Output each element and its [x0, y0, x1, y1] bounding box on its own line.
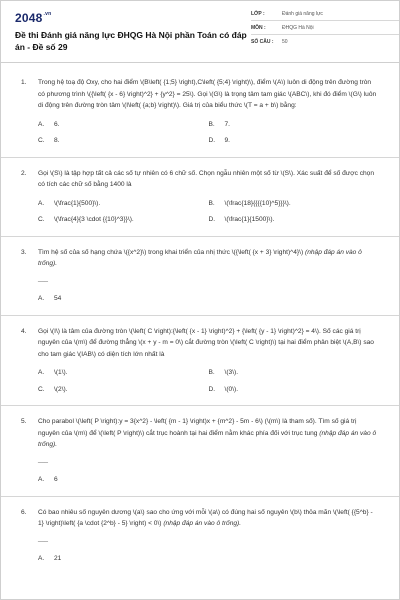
question-6	[21, 507, 379, 565]
option-letter: D.	[208, 385, 216, 393]
exam-header	[1, 1, 399, 63]
option-a[interactable]	[38, 119, 209, 131]
answer-value: 21	[54, 555, 62, 562]
answer-input-line[interactable]: ___	[38, 275, 49, 282]
option-letter: B.	[208, 199, 215, 207]
option-letter: C.	[38, 137, 45, 144]
question-number: 4.	[21, 327, 27, 335]
option-b[interactable]	[209, 198, 380, 210]
option-text: \(\frac{4}{3 \cdot {{10}^3}}\).	[54, 216, 134, 223]
answer-note: (nhập đáp án vào ô trống).	[38, 248, 362, 267]
option-text: \(2\).	[54, 385, 68, 393]
divider	[1, 157, 399, 158]
meta-value: Đánh giá năng lực	[282, 10, 323, 17]
meta-row-count	[251, 35, 399, 48]
answer-block	[38, 534, 379, 565]
option-letter: A.	[38, 555, 45, 562]
meta-value: ĐHQG Hà Nội	[282, 24, 314, 31]
meta-row-class	[251, 7, 399, 21]
options	[38, 198, 379, 226]
option-text: 9.	[224, 137, 230, 144]
divider	[1, 405, 399, 406]
answer-a	[38, 293, 379, 305]
option-letter: B.	[208, 369, 215, 376]
option-d[interactable]	[209, 135, 380, 147]
header-left	[15, 11, 251, 62]
option-letter: D.	[208, 216, 216, 223]
question-text: Trong hệ toạ độ Oxy, cho hai điểm \(B\left( {1;5} \right),C\left( {5;4} \right)\), điểm \(A\) luôn di động trên đường tròn có phương trình \({\left( {x - 6} \right)^2} + {y^2} = 25\). Gọi \(G\) là trọng tâm tam giác \(ABC\), khi đó điểm \(G\) luôn di động trên đường tròn tâm \(I\left( {a;b} \right)\). Giá trị của biểu thức \(T = a + b\) bằng:	[38, 79, 377, 109]
site-logo[interactable]	[15, 11, 251, 25]
question-5	[21, 416, 379, 486]
option-text: 6.	[54, 120, 60, 128]
option-text: 7.	[224, 120, 230, 128]
question-1	[21, 77, 379, 147]
option-letter: A.	[38, 295, 45, 302]
meta-label: LỚP :	[251, 10, 265, 17]
answer-input-line[interactable]: ___	[38, 456, 49, 463]
answer-a	[38, 553, 379, 565]
question-text: Gọi \(I\) là tâm của đường tròn \(\left( C \right):{\left( {x - 1} \right)^2} + {\left( {y - 1} \right)^2} = 4\). Số các giá trị nguyên của \(m\) để đường thẳng \(x + y - m = 0\) cắt đường tròn \(\left( C \right)\) tại hai điểm phân biệt \(A,B\) sao cho tam giác \(IAB\) có diện tích lớn nhất là	[38, 327, 374, 358]
option-text: \(\frac{18}{{{{10}^5}}}\).	[224, 199, 291, 207]
answer-note: (nhập đáp án vào ô trống).	[38, 429, 377, 448]
option-b[interactable]	[209, 119, 380, 131]
answer-a	[38, 474, 379, 486]
logo-text: 2048	[15, 11, 43, 25]
question-text: Cho parabol \(\left( P \right):y = 3{x^2} - \left( {m - 1} \right)x + {m^2} - 5m - 6\) (\(m\) là tham số). Tìm số giá trị nguyên của \(m\) để \(\left( P \right)\) cắt trục hoành tại hai điểm nằm khác phía đối với trục tung	[38, 418, 357, 437]
option-d[interactable]	[209, 384, 380, 396]
option-letter: A.	[38, 199, 45, 207]
question-number: 3.	[21, 248, 27, 256]
question-text: Có bao nhiêu số nguyên dương \(a\) sao cho ứng với mỗi \(a\) có đúng hai số nguyên \(b\) thỏa mãn \(\left( {{5^b} - 1} \right)\left( {a \cdot {2^b} - 5} \right) < 0\)	[38, 508, 373, 527]
question-text: Gọi \(S\) là tập hợp tất cả các số tự nhiên có 6 chữ số. Chọn ngẫu nhiên một số từ \(S\). Xác suất để số được chọn có tích các chữ số bằng 1400 là	[38, 169, 375, 188]
option-letter: B.	[208, 120, 215, 128]
question-number: 5.	[21, 418, 27, 425]
option-text: \(0\).	[224, 385, 239, 393]
option-a[interactable]	[38, 367, 209, 379]
logo-suffix: .vn	[43, 11, 52, 17]
option-b[interactable]	[209, 367, 380, 379]
option-letter: C.	[38, 216, 45, 223]
option-letter: A.	[38, 369, 45, 376]
meta-label: MÔN :	[251, 24, 266, 31]
answer-input-line[interactable]: ___	[38, 535, 49, 542]
divider	[1, 496, 399, 497]
options	[38, 367, 379, 395]
question-number: 6.	[21, 508, 27, 516]
meta-value: 50	[282, 38, 288, 45]
question-number: 1.	[21, 79, 27, 86]
answer-value: 54	[54, 295, 62, 302]
meta-label: SỐ CÂU :	[251, 38, 274, 45]
answer-value: 6	[54, 476, 58, 483]
options	[38, 119, 379, 147]
option-c[interactable]	[38, 384, 209, 396]
question-list	[1, 63, 399, 565]
option-text: \(\frac{1}{500}\).	[54, 199, 101, 207]
divider	[1, 315, 399, 316]
option-text: \(3\).	[224, 369, 239, 376]
question-number: 2.	[21, 169, 27, 177]
option-a[interactable]	[38, 198, 209, 210]
answer-block	[38, 455, 379, 486]
answer-block	[38, 274, 379, 305]
option-letter: A.	[38, 120, 45, 128]
option-text: \(\frac{1}{1500}\).	[224, 216, 275, 223]
option-c[interactable]	[38, 135, 209, 147]
option-d[interactable]	[209, 214, 380, 226]
option-letter: A.	[38, 476, 45, 483]
question-3	[21, 247, 379, 305]
exam-title: Đề thi Đánh giá năng lực ĐHQG Hà Nội phần Toán có đáp án - Đề số 29	[15, 30, 247, 52]
option-c[interactable]	[38, 214, 209, 226]
option-letter: D.	[208, 137, 216, 144]
question-4	[21, 326, 379, 396]
meta-row-subject	[251, 21, 399, 35]
question-2	[21, 168, 379, 226]
option-text: \(1\).	[54, 369, 68, 376]
question-text: Tìm hệ số của số hạng chứa \({x^2}\) trong khai triển của nhị thức \({\left( {x + 3} \right)^4}\)	[38, 248, 304, 256]
divider	[1, 236, 399, 237]
option-text: 8.	[54, 137, 60, 144]
exam-meta	[251, 7, 399, 62]
option-letter: C.	[38, 385, 45, 393]
answer-note: (nhập đáp án vào ô trống).	[163, 520, 242, 527]
